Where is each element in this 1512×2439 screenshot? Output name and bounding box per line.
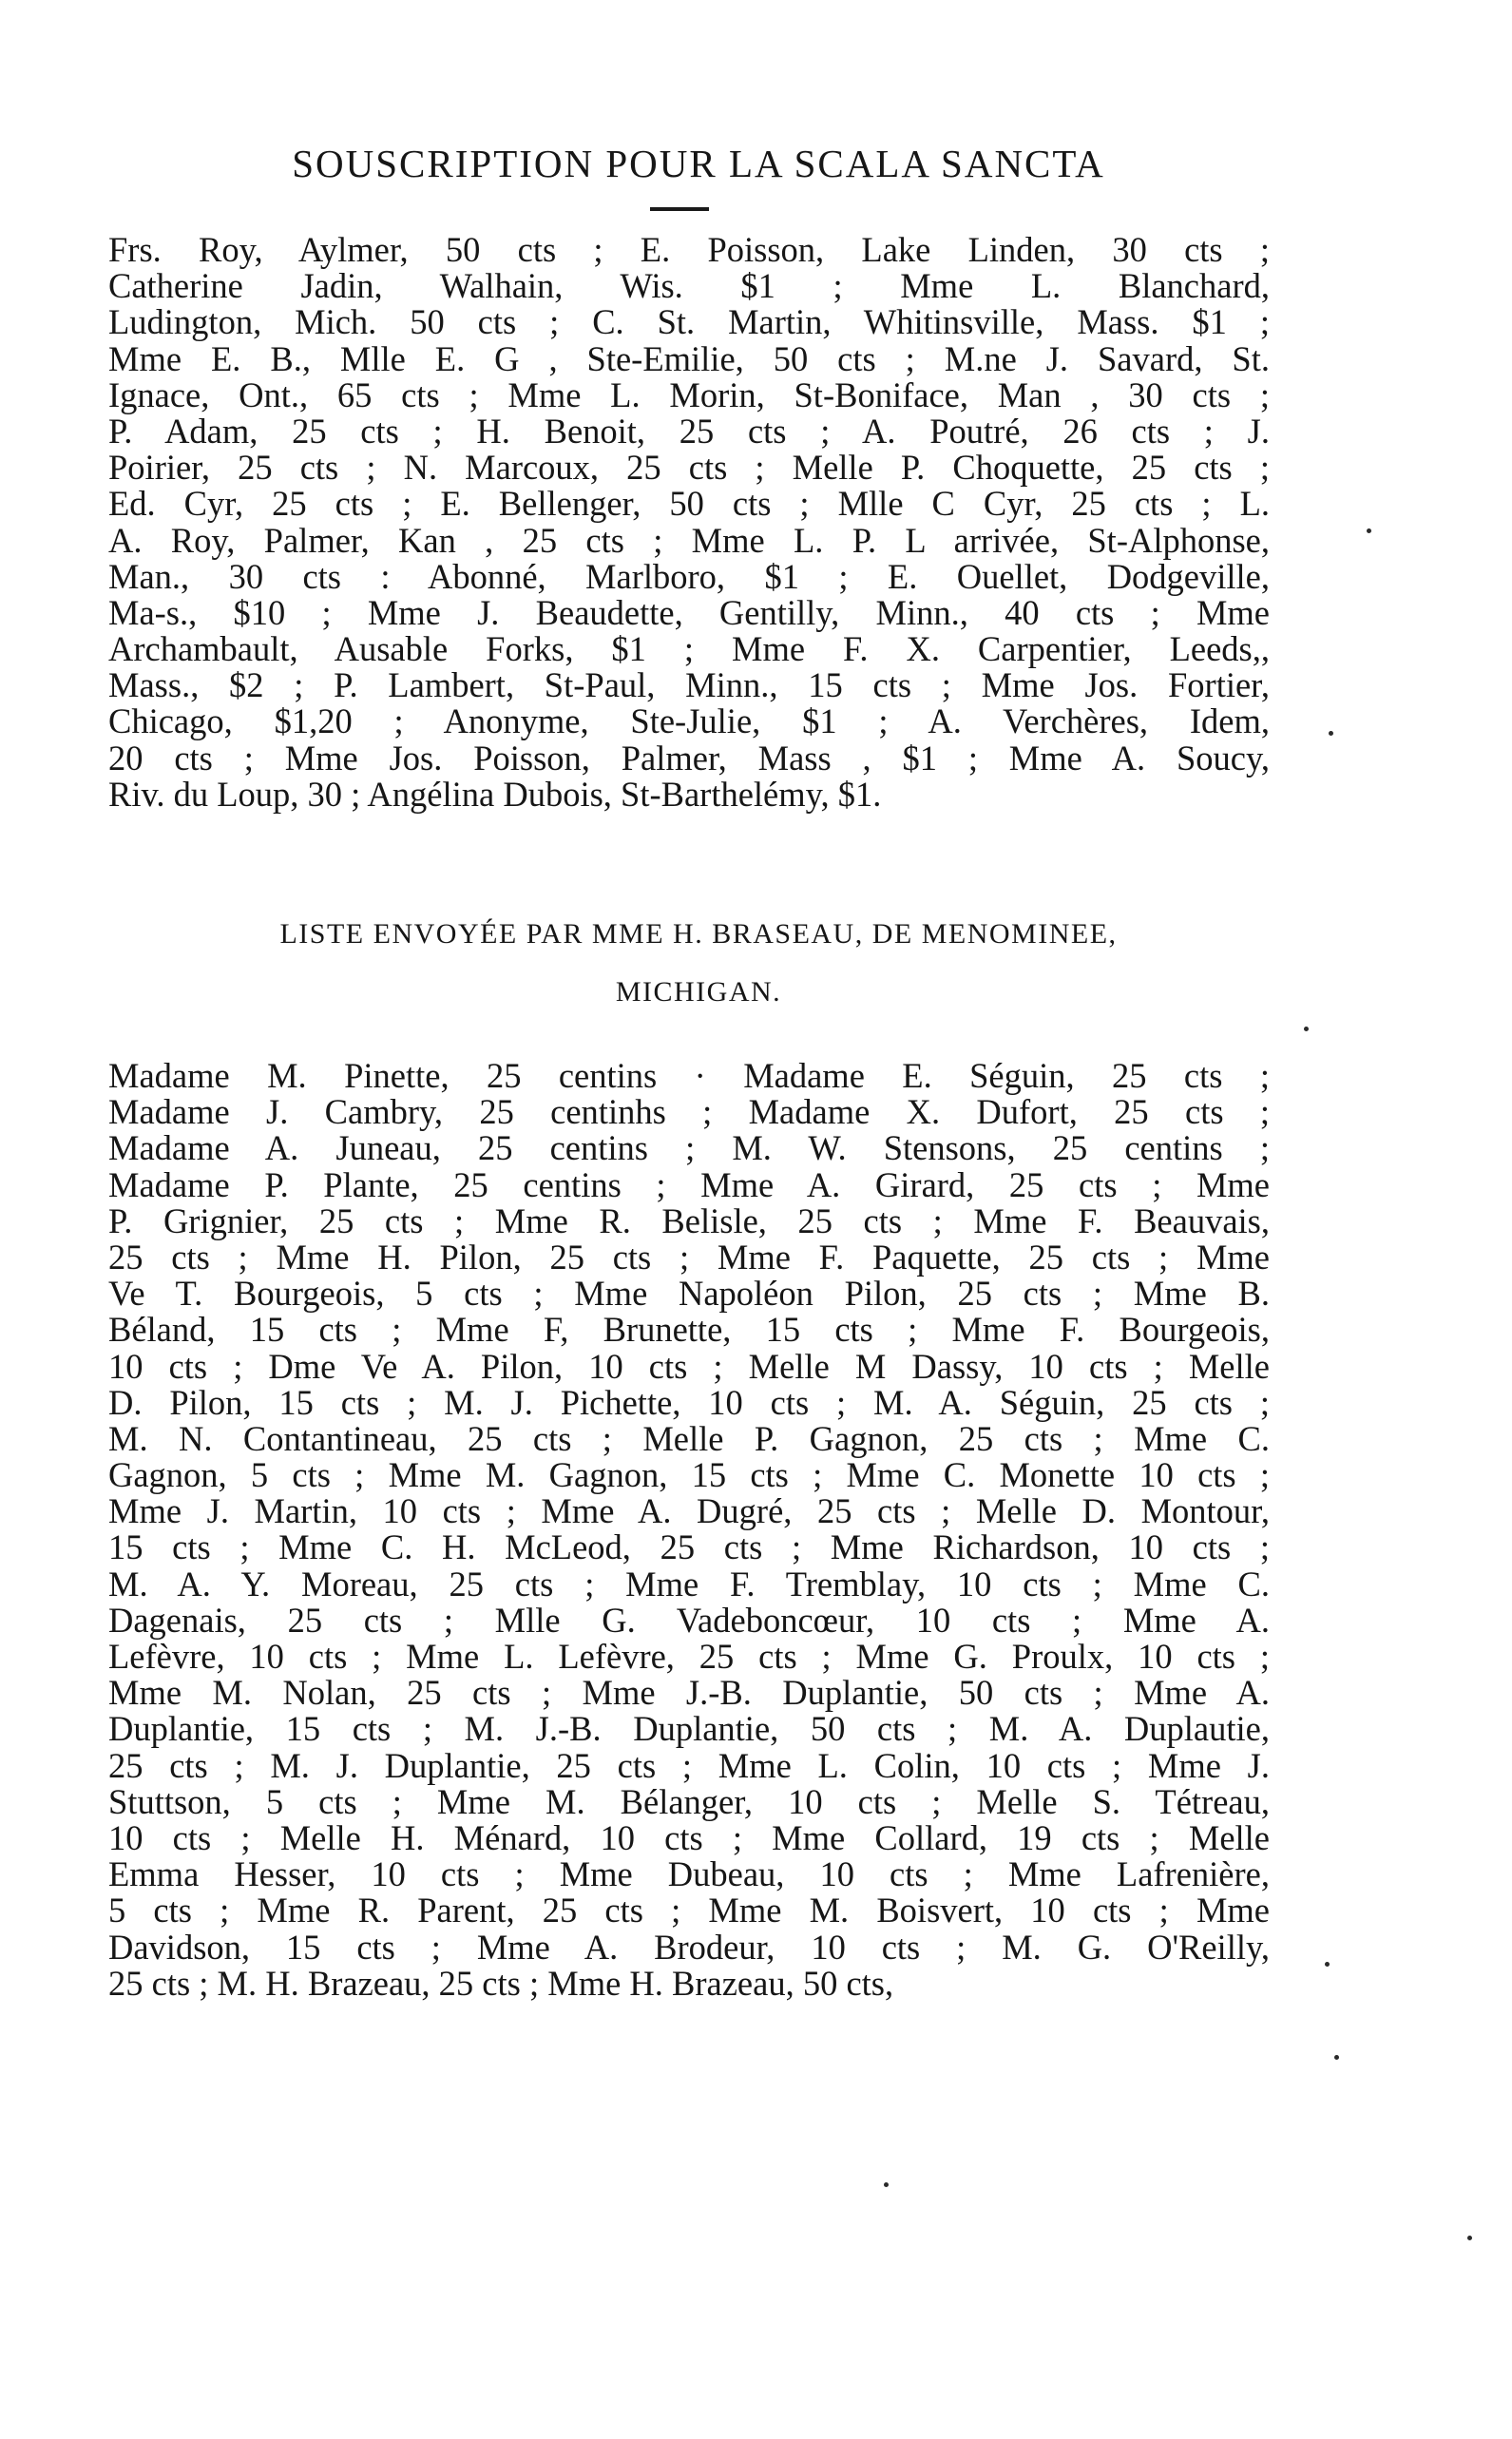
text-line: Ve T. Bourgeois, 5 cts ; Mme Napoléon Pilon, 25 cts ; Mme B. bbox=[108, 1274, 1270, 1314]
text-line: 5 cts ; Mme R. Parent, 25 cts ; Mme M. Boisvert, 10 cts ; Mme bbox=[108, 1891, 1270, 1930]
text-line: Madame J. Cambry, 25 centinhs ; Madame X. Dufort, 25 cts ; bbox=[108, 1092, 1270, 1132]
text-line: Béland, 15 cts ; Mme F, Brunette, 15 cts ; Mme F. Bourgeois, bbox=[108, 1310, 1270, 1350]
text-line: Catherine Jadin, Walhain, Wis. $1 ; Mme L. Blanchard, bbox=[108, 266, 1270, 306]
text-line: Madame A. Juneau, 25 centins ; M. W. Stensons, 25 centins ; bbox=[108, 1128, 1270, 1168]
text-line: Ignace, Ont., 65 cts ; Mme L. Morin, St-Boniface, Man , 30 cts ; bbox=[108, 374, 1270, 414]
scan-speck bbox=[1334, 2055, 1339, 2060]
text-line: Poirier, 25 cts ; N. Marcoux, 25 cts ; Melle P. Choquette, 25 cts ; bbox=[108, 448, 1270, 488]
text-line: Mme J. Martin, 10 cts ; Mme A. Dugré, 25 cts ; Melle D. Montour, bbox=[108, 1491, 1270, 1531]
text-line: Man., 30 cts : Abonné, Marlboro, $1 ; E. Ouellet, Dodgeville, bbox=[108, 556, 1270, 596]
text-line: 10 cts ; Melle H. Ménard, 10 cts ; Mme Collard, 19 cts ; Melle bbox=[108, 1817, 1270, 1857]
text-line: Stuttson, 5 cts ; Mme M. Bélanger, 10 cts ; Melle S. Tétreau, bbox=[108, 1781, 1270, 1821]
text-line: Gagnon, 5 cts ; Mme M. Gagnon, 15 cts ; Mme C. Monette 10 cts ; bbox=[108, 1455, 1270, 1495]
text-line: Dagenais, 25 cts ; Mlle G. Vadeboncœur, 10 cts ; Mme A. bbox=[108, 1600, 1270, 1640]
text-line: Ludington, Mich. 50 cts ; C. St. Martin, Whitinsville, Mass. $1 ; bbox=[108, 302, 1270, 342]
text-line: Mme E. B., Mlle E. G , Ste-Emilie, 50 cts ; M.ne J. Savard, St. bbox=[108, 338, 1270, 378]
text-line: Ma-s., $10 ; Mme J. Beaudette, Gentilly, Minn., 40 cts ; Mme bbox=[108, 592, 1270, 632]
text-line: Lefèvre, 10 cts ; Mme L. Lefèvre, 25 cts ; Mme G. Proulx, 10 cts ; bbox=[108, 1637, 1270, 1676]
text-line: 20 cts ; Mme Jos. Poisson, Palmer, Mass , $1 ; Mme A. Soucy, bbox=[108, 738, 1270, 778]
subscription-paragraph bbox=[108, 232, 1270, 813]
text-line: 15 cts ; Mme C. H. McLeod, 25 cts ; Mme Richardson, 10 cts ; bbox=[108, 1527, 1270, 1567]
text-line: M. A. Y. Moreau, 25 cts ; Mme F. Tremblay, 10 cts ; Mme C. bbox=[108, 1564, 1270, 1604]
text-line: M. N. Contantineau, 25 cts ; Melle P. Gagnon, 25 cts ; Mme C. bbox=[108, 1418, 1270, 1458]
page-title: SOUSCRIPTION POUR LA SCALA SANCTA bbox=[292, 142, 1105, 185]
text-line: A. Roy, Palmer, Kan , 25 cts ; Mme L. P. L arrivée, St-Alphonse, bbox=[108, 520, 1270, 560]
menominee-list-paragraph bbox=[108, 1058, 1270, 2002]
scan-speck bbox=[1325, 1962, 1330, 1967]
text-line: 25 cts ; Mme H. Pilon, 25 cts ; Mme F. Paquette, 25 cts ; Mme bbox=[108, 1237, 1270, 1277]
text-line: 10 cts ; Dme Ve A. Pilon, 10 cts ; Melle M Dassy, 10 cts ; Melle bbox=[108, 1346, 1270, 1386]
scan-speck bbox=[1304, 1027, 1309, 1031]
text-line: Mass., $2 ; P. Lambert, St-Paul, Minn., 15 cts ; Mme Jos. Fortier, bbox=[108, 665, 1270, 705]
text-line: Frs. Roy, Aylmer, 50 cts ; E. Poisson, Lake Linden, 30 cts ; bbox=[108, 230, 1270, 269]
text-line: Mme M. Nolan, 25 cts ; Mme J.-B. Duplantie, 50 cts ; Mme A. bbox=[108, 1673, 1270, 1713]
text-line: Madame P. Plante, 25 centins ; Mme A. Girard, 25 cts ; Mme bbox=[108, 1164, 1270, 1204]
list-heading-location: MICHIGAN. bbox=[615, 976, 782, 1008]
text-line: D. Pilon, 15 cts ; M. J. Pichette, 10 cts ; M. A. Séguin, 25 cts ; bbox=[108, 1382, 1270, 1422]
scan-speck bbox=[1329, 731, 1333, 736]
scan-speck bbox=[1367, 528, 1371, 533]
scan-speck bbox=[1467, 2236, 1472, 2240]
text-line: Archambault, Ausable Forks, $1 ; Mme F. X. Carpentier, Leeds,, bbox=[108, 629, 1270, 669]
text-line: 25 cts ; M. H. Brazeau, 25 cts ; Mme H. Brazeau, 50 cts, bbox=[108, 1963, 894, 2003]
text-line: Riv. du Loup, 30 ; Angélina Dubois, St-Barthelémy, $1. bbox=[108, 774, 882, 814]
text-line: P. Grignier, 25 cts ; Mme R. Belisle, 25 cts ; Mme F. Beauvais, bbox=[108, 1200, 1270, 1240]
title-rule bbox=[650, 207, 709, 211]
list-heading: LISTE ENVOYÉE PAR MME H. BRASEAU, DE MENOMINEE, bbox=[279, 918, 1118, 950]
text-line: 25 cts ; M. J. Duplantie, 25 cts ; Mme L. Colin, 10 cts ; Mme J. bbox=[108, 1745, 1270, 1785]
scan-speck bbox=[884, 2182, 889, 2187]
text-line: Ed. Cyr, 25 cts ; E. Bellenger, 50 cts ; Mlle C Cyr, 25 cts ; L. bbox=[108, 484, 1270, 524]
text-line: P. Adam, 25 cts ; H. Benoit, 25 cts ; A. Poutré, 26 cts ; J. bbox=[108, 411, 1270, 451]
text-line: Madame M. Pinette, 25 centins · Madame E. Séguin, 25 cts ; bbox=[108, 1056, 1270, 1095]
text-line: Duplantie, 15 cts ; M. J.-B. Duplantie, 50 cts ; M. A. Duplautie, bbox=[108, 1709, 1270, 1749]
text-line: Davidson, 15 cts ; Mme A. Brodeur, 10 cts ; M. G. O'Reilly, bbox=[108, 1927, 1270, 1967]
text-line: Emma Hesser, 10 cts ; Mme Dubeau, 10 cts ; Mme Lafrenière, bbox=[108, 1854, 1270, 1894]
text-line: Chicago, $1,20 ; Anonyme, Ste-Julie, $1 ; A. Verchères, Idem, bbox=[108, 701, 1270, 741]
